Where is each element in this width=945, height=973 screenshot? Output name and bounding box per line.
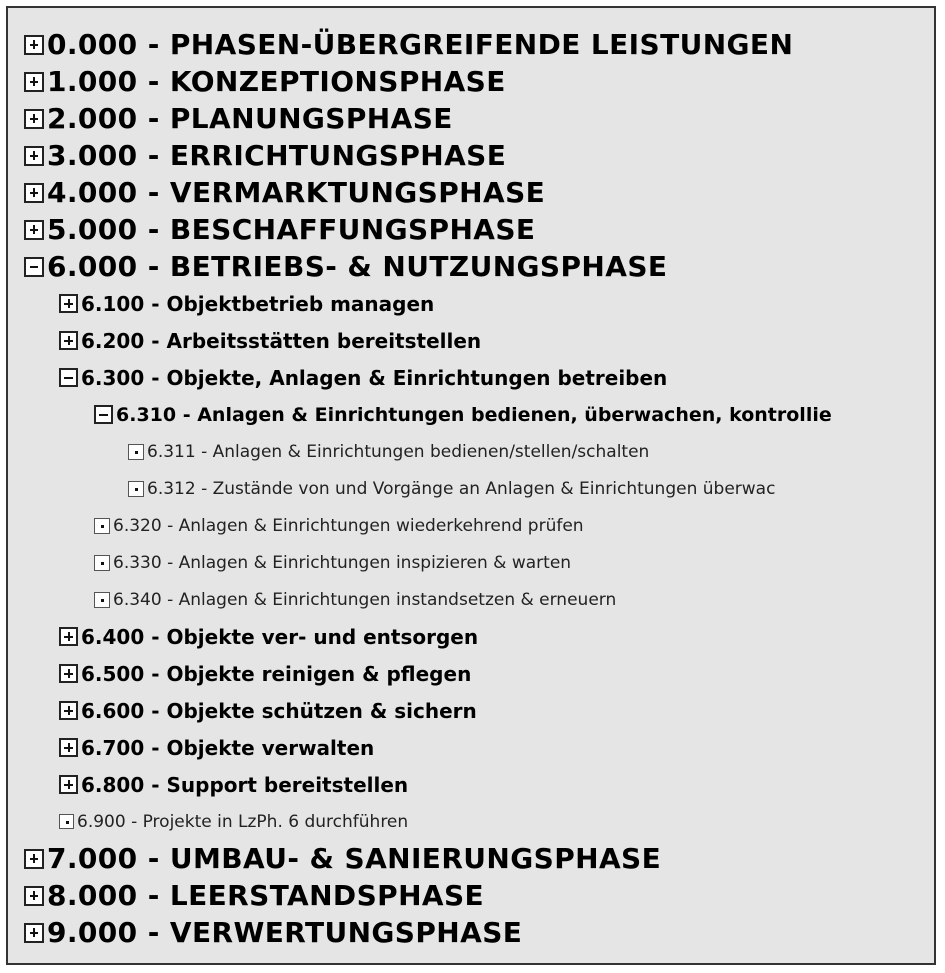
tree-node-label: 6.700 - Objekte verwalten	[81, 735, 375, 760]
leaf-dot-icon	[59, 814, 74, 829]
tree-node-2000[interactable]	[8, 100, 934, 137]
tree-panel	[6, 6, 936, 965]
collapse-minus-icon[interactable]	[59, 368, 78, 387]
expand-plus-icon[interactable]	[24, 220, 44, 240]
tree-node-label: 6.340 - Anlagen & Einrichtungen instandsetzen & erneuern	[113, 589, 617, 610]
tree-node-label: 4.000 - VERMARKTUNGSPHASE	[47, 176, 546, 209]
collapse-minus-icon[interactable]	[24, 257, 44, 277]
tree-node-6400[interactable]	[8, 618, 934, 655]
tree-node-6700[interactable]	[8, 729, 934, 766]
tree-node-label: 6.400 - Objekte ver- und entsorgen	[81, 624, 479, 649]
tree-node-6300[interactable]	[8, 359, 934, 396]
tree-node-label: 2.000 - PLANUNGSPHASE	[47, 102, 453, 135]
leaf-dot-icon	[94, 555, 110, 571]
tree-node-6100[interactable]	[8, 285, 934, 322]
tree-node-9000[interactable]	[8, 914, 934, 951]
tree-node-label: 3.000 - ERRICHTUNGSPHASE	[47, 139, 507, 172]
expand-plus-icon[interactable]	[24, 146, 44, 166]
expand-plus-icon[interactable]	[59, 627, 78, 646]
leaf-dot-icon	[94, 518, 110, 534]
tree-node-6800[interactable]	[8, 766, 934, 803]
tree-node-7000[interactable]	[8, 840, 934, 877]
expand-plus-icon[interactable]	[24, 183, 44, 203]
tree-node-6330[interactable]	[8, 544, 934, 581]
expand-plus-icon[interactable]	[59, 738, 78, 757]
tree-node-label: 6.311 - Anlagen & Einrichtungen bedienen/stellen/schalten	[147, 441, 650, 462]
tree-node-label: 6.300 - Objekte, Anlagen & Einrichtungen betreiben	[81, 365, 668, 390]
tree-node-label: 6.200 - Arbeitsstätten bereitstellen	[81, 328, 482, 353]
tree-node-label: 0.000 - PHASEN-ÜBERGREIFENDE LEISTUNGEN	[47, 28, 794, 61]
tree-node-6500[interactable]	[8, 655, 934, 692]
leaf-dot-icon	[128, 481, 144, 497]
tree-node-label: 8.000 - LEERSTANDSPHASE	[47, 879, 485, 912]
expand-plus-icon[interactable]	[24, 923, 44, 943]
expand-plus-icon[interactable]	[24, 849, 44, 869]
tree-node-6320[interactable]	[8, 507, 934, 544]
tree-node-6000[interactable]	[8, 248, 934, 285]
expand-plus-icon[interactable]	[24, 35, 44, 55]
tree-node-6340[interactable]	[8, 581, 934, 618]
expand-plus-icon[interactable]	[59, 664, 78, 683]
tree-node-label: 6.320 - Anlagen & Einrichtungen wiederkehrend prüfen	[113, 515, 584, 536]
tree-node-label: 5.000 - BESCHAFFUNGSPHASE	[47, 213, 536, 246]
tree-node-label: 9.000 - VERWERTUNGSPHASE	[47, 916, 523, 949]
expand-plus-icon[interactable]	[24, 72, 44, 92]
tree-node-6312[interactable]	[8, 470, 934, 507]
tree-node-label: 7.000 - UMBAU- & SANIERUNGSPHASE	[47, 842, 662, 875]
tree-node-label: 6.330 - Anlagen & Einrichtungen inspizieren & warten	[113, 552, 572, 573]
expand-plus-icon[interactable]	[59, 331, 78, 350]
expand-plus-icon[interactable]	[59, 775, 78, 794]
leaf-dot-icon	[128, 444, 144, 460]
tree-node-3000[interactable]	[8, 137, 934, 174]
tree-node-5000[interactable]	[8, 211, 934, 248]
expand-plus-icon[interactable]	[24, 886, 44, 906]
tree-node-6600[interactable]	[8, 692, 934, 729]
tree-node-6200[interactable]	[8, 322, 934, 359]
collapse-minus-icon[interactable]	[94, 405, 113, 424]
tree-node-label: 6.310 - Anlagen & Einrichtungen bedienen, überwachen, kontrollie	[116, 403, 832, 426]
tree-node-label: 6.500 - Objekte reinigen & pflegen	[81, 661, 472, 686]
tree-node-label: 6.900 - Projekte in LzPh. 6 durchführen	[77, 811, 409, 832]
tree-node-label: 6.312 - Zustände von und Vorgänge an Anlagen & Einrichtungen überwac	[147, 478, 776, 499]
phase-tree	[8, 26, 934, 951]
tree-node-label: 6.100 - Objektbetrieb managen	[81, 291, 435, 316]
tree-node-label: 6.800 - Support bereitstellen	[81, 772, 409, 797]
tree-node-0000[interactable]	[8, 26, 934, 63]
expand-plus-icon[interactable]	[59, 701, 78, 720]
tree-node-6310[interactable]	[8, 396, 934, 433]
tree-node-4000[interactable]	[8, 174, 934, 211]
tree-node-label: 6.000 - BETRIEBS- & NUTZUNGSPHASE	[47, 250, 668, 283]
leaf-dot-icon	[94, 592, 110, 608]
expand-plus-icon[interactable]	[59, 294, 78, 313]
tree-node-label: 6.600 - Objekte schützen & sichern	[81, 698, 477, 723]
expand-plus-icon[interactable]	[24, 109, 44, 129]
tree-node-1000[interactable]	[8, 63, 934, 100]
tree-node-8000[interactable]	[8, 877, 934, 914]
tree-node-6311[interactable]	[8, 433, 934, 470]
tree-node-6900[interactable]	[8, 803, 934, 840]
tree-node-label: 1.000 - KONZEPTIONSPHASE	[47, 65, 506, 98]
